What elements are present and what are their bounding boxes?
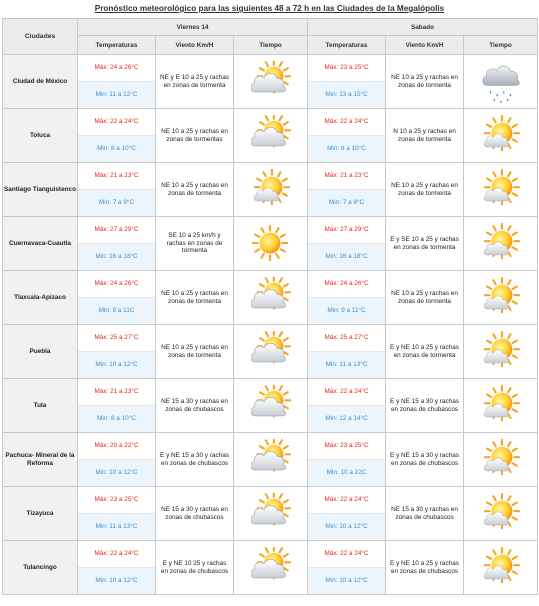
mostly-sunny-icon [464,115,537,157]
header-temps-day2: Temperaturas [308,36,386,55]
city-name: Pachuca- Mineral de la Reforma [3,433,78,487]
weather-cell [234,433,308,487]
temp-max: Máx: 22 a 24°C [308,487,385,514]
partly-cloudy-sun-icon [234,547,307,589]
wind-text: NE 10 a 25 y rachas en zonas de tormenta [386,271,464,325]
temperatures-d1 [78,379,156,433]
temp-max: Máx: 23 a 25°C [308,433,385,460]
partly-cloudy-sun-icon [234,439,307,481]
weather-cell [464,109,538,163]
weather-cell [234,109,308,163]
wind-text: SE 10 a 25 km/h y rachas en zonas de tormenta [156,217,234,271]
temp-min: Min: 7 a 9°C [78,190,155,216]
wind-text: NE 10 a 25 y rachas en zonas de tormentas [156,109,234,163]
temp-max: Máx: 22 a 24°C [308,379,385,406]
weather-cell [234,487,308,541]
temp-min: Min: 10 a 12°C [308,514,385,540]
wind-text: E y SE 10 a 25 y rachas en zonas de tormenta [386,217,464,271]
temp-min: Min: 16 a 18°C [78,244,155,270]
temp-max: Máx: 22 a 24°C [308,109,385,136]
wind-text: E y NE 10 a 25 y rachas en zonas de chubascos [386,541,464,595]
header-day2: Sabado [308,19,538,36]
temp-max: Máx: 21 a 23°C [78,379,155,406]
table-row [3,271,538,325]
weather-cell [464,163,538,217]
wind-text: NE 10 a 25 y rachas en zonas de tormenta [156,325,234,379]
city-name: Toluca [3,109,78,163]
temp-max: Máx: 24 a 26°C [78,271,155,298]
header-wind-day2: Viento Km/H [386,36,464,55]
temp-min: Min: 10 a 12°C [78,352,155,378]
temp-max: Máx: 27 a 29°C [78,217,155,244]
temp-max: Máx: 22 a 24°C [308,541,385,568]
temp-max: Máx: 23 a 25°C [308,55,385,82]
partly-cloudy-sun-icon [234,493,307,535]
partly-cloudy-sun-icon [234,61,307,103]
partly-cloudy-sun-icon [234,331,307,373]
weather-cell [234,217,308,271]
temperatures-d2 [308,271,386,325]
temperatures-d1 [78,55,156,109]
page-title: Pronóstico meteorológico para las siguientes 48 a 72 h en las Ciudades de la Megalópolis [94,4,445,13]
temp-min: Min: 10 a 12°C [78,460,155,486]
temp-min: Min: 13 a 15°C [308,82,385,108]
weather-cell [464,55,538,109]
wind-text: NE 15 a 30 y rachas en zonas de chubascos [156,487,234,541]
temp-min: Min: 10 a 12°C [308,568,385,594]
temp-min: Min: 7 a 9°C [308,190,385,216]
temp-max: Máx: 24 a 26°C [308,271,385,298]
mostly-sunny-icon [464,493,537,535]
partly-cloudy-sun-icon [234,277,307,319]
header-day1: Viernes 14 [78,19,308,36]
weather-cell [464,217,538,271]
mostly-sunny-icon [464,331,537,373]
header-weather-day1: Tiempo [234,36,308,55]
mostly-sunny-icon [464,385,537,427]
city-name: Ciudad de México [3,55,78,109]
temperatures-d1 [78,163,156,217]
temperatures-d2 [308,433,386,487]
wind-text: NE 10 a 25 y rachas en zonas de tormenta [156,163,234,217]
mostly-sunny-icon [234,169,307,211]
temp-max: Máx: 21 a 23°C [78,163,155,190]
temp-max: Máx: 25 a 27°C [78,325,155,352]
temperatures-d1 [78,271,156,325]
temperatures-d2 [308,163,386,217]
temp-min: Min: 9 a 11C [78,298,155,324]
wind-text: NE 15 a 30 y rachas en zonas de chubascos [386,487,464,541]
header-cities: Ciudades [3,19,78,55]
partly-cloudy-sun-icon [234,385,307,427]
temp-min: Min: 12 a 14°C [308,406,385,432]
weather-cell [234,379,308,433]
mostly-sunny-icon [464,169,537,211]
temperatures-d2 [308,325,386,379]
mostly-sunny-icon [464,439,537,481]
city-name: Tula [3,379,78,433]
wind-text: E y NE 10 25 y rachas en zonas de chubascos [156,541,234,595]
table-row [3,379,538,433]
temp-min: Min: 16 a 18°C [308,244,385,270]
table-row [3,487,538,541]
temp-min: Min: 10 a 12°C [78,568,155,594]
temp-max: Máx: 21 a 23°C [308,163,385,190]
city-name: Tulancingo [3,541,78,595]
wind-text: NE 10 a 25 y rachas en zonas de tormenta [386,163,464,217]
header-temps-day1: Temperaturas [78,36,156,55]
temp-min: Min: 8 a 10°C [78,136,155,162]
mostly-sunny-icon [464,223,537,265]
weather-cell [234,55,308,109]
city-name: Cuernavaca-Cuautla [3,217,78,271]
weather-cell [464,487,538,541]
wind-text: NE 10 a 25 y rachas en zonas de tormenta [386,55,464,109]
temperatures-d2 [308,541,386,595]
table-row [3,109,538,163]
weather-cell [234,271,308,325]
temperatures-d1 [78,217,156,271]
temp-max: Máx: 23 a 25°C [78,487,155,514]
wind-text: E y NE 10 a 25 y rachas en zonas de tormenta [386,325,464,379]
table-row [3,217,538,271]
temp-min: Min: 11 a 13°C [308,352,385,378]
temperatures-d2 [308,487,386,541]
city-name: Puebla [3,325,78,379]
temperatures-d2 [308,55,386,109]
header-wind-day1: Viento Km/H [156,36,234,55]
weather-cell [464,541,538,595]
wind-text: N 10 a 25 y rachas en zonas de tormenta [386,109,464,163]
temperatures-d2 [308,109,386,163]
temperatures-d1 [78,541,156,595]
table-row [3,541,538,595]
wind-text: E y NE 15 a 30 y rachas en zonas de chubascos [386,379,464,433]
temp-max: Máx: 22 a 24°C [78,109,155,136]
weather-cell [234,163,308,217]
temp-min: Min: 10 a 12C [308,460,385,486]
temp-min: Min: 11 a 13°C [78,514,155,540]
weather-cell [464,433,538,487]
temp-min: Min: 11 a 12°C [78,82,155,108]
weather-cell [234,325,308,379]
temperatures-d1 [78,487,156,541]
temperatures-d1 [78,433,156,487]
city-name: Tizayuca [3,487,78,541]
mostly-sunny-icon [464,547,537,589]
temperatures-d2 [308,379,386,433]
temp-max: Máx: 20 a 22°C [78,433,155,460]
temperatures-d1 [78,325,156,379]
table-row [3,55,538,109]
forecast-table [2,18,538,595]
header-weather-day2: Tiempo [464,36,538,55]
temp-min: Min: 8 a 10°C [78,406,155,432]
weather-cell [234,541,308,595]
temp-min: Min: 9 a 11°C [308,298,385,324]
temp-min: Min: 8 a 10°C [308,136,385,162]
table-row [3,163,538,217]
temperatures-d2 [308,217,386,271]
weather-cell [464,325,538,379]
mostly-sunny-icon [464,277,537,319]
wind-text: NE y E 10 a 25 y rachas en zonas de tormenta [156,55,234,109]
table-row [3,325,538,379]
sun-icon [234,223,307,265]
weather-cell [464,379,538,433]
wind-text: NE 15 a 30 y rachas en zonas de chubascos [156,379,234,433]
city-name: Tlaxcala-Apizaco [3,271,78,325]
rain-cloud-icon [464,61,537,103]
table-row [3,433,538,487]
partly-cloudy-sun-icon [234,115,307,157]
city-name: Santiago Tianguistenco [3,163,78,217]
temp-max: Máx: 24 a 26°C [78,55,155,82]
wind-text: NE 10 a 25 y rachas en zonas de tormenta [156,271,234,325]
temperatures-d1 [78,109,156,163]
wind-text: E y NE 15 a 30 y rachas en zonas de chubascos [386,433,464,487]
temp-max: Máx: 27 a 29°C [308,217,385,244]
wind-text: E y NE 15 a 30 y rachas en zonas de chubascos [156,433,234,487]
temp-max: Máx: 22 a 24°C [78,541,155,568]
temp-max: Máx: 25 a 27°C [308,325,385,352]
weather-cell [464,271,538,325]
